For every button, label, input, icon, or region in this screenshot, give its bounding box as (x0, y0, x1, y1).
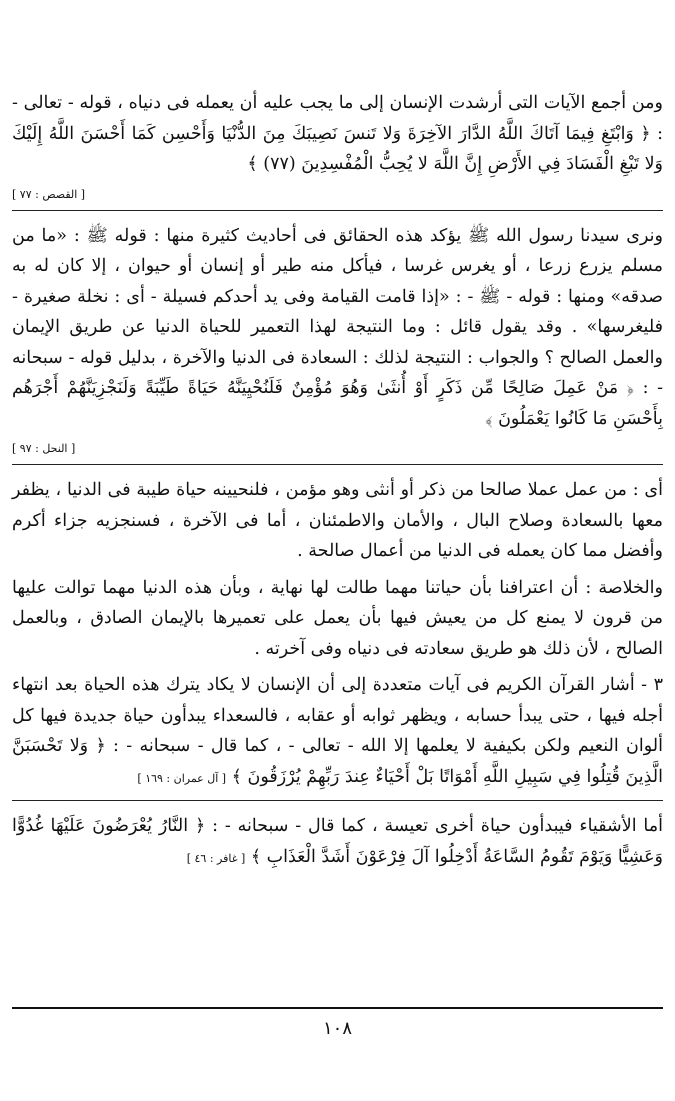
paragraph-hadith: ونرى سيدنا رسول الله ﷺ يؤكد هذه الحقائق فى أحاديث كثيرة منها : قوله ﷺ : «ما من مسلم يزرع زرعا ، أو يغرس غرسا ، فيأكل منه طير أو إنسان أو حيوان ، إلا كان له به صدقه» ومنها : قوله - ﷺ - : «إذا قامت القيامة وفى يد أحدكم فسيلة - أى : نخلة صغيرة - فليغرسها» . وقد يقول قائل : وما النتيجة لهذا التعمير للحياة الدنيا عن طريق الإيمان والعمل الصالح ؟ والجواب : النتيجة لذلك : السعادة فى الدنيا والآخرة ، بدليل قوله - سبحانه - : ﴿ مَنْ عَمِلَ صَالِحًا مِّن ذَكَرٍ أَوْ أُنثَىٰ وَهُوَ مُؤْمِنٌ فَلَنُحْيِيَنَّهُ حَيَاةً طَيِّبَةً وَلَنَجْزِيَنَّهُمْ أَجْرَهُم بِأَحْسَنِ مَا كَانُوا يَعْمَلُونَ ﴾ (12, 225, 663, 429)
separator (12, 210, 663, 211)
paragraph-wretched-text: أما الأشقياء فيبدأون حياة أخرى تعيسة ، كما قال - سبحانه - : ﴿ النَّارُ يُعْرَضُونَ عَلَيْهَا غُدُوًّا وَعَشِيًّا وَيَوْمَ تَقُومُ السَّاعَةُ أَدْخِلُوا آلَ فِرْعَوْنَ أَشَدَّ الْعَذَابِ ﴾ (12, 816, 663, 867)
separator (12, 464, 663, 465)
verse-reference-ghafir: [ غافر : ٤٦ ] (186, 851, 246, 865)
verse-reference-qasas: [ القصص : ٧٧ ] (12, 187, 86, 201)
verse-reference-al-imran: [ آل عمران : ١٦٩ ] (137, 771, 227, 785)
page-number: ١٠٨ (322, 1018, 352, 1039)
separator (12, 800, 663, 801)
paragraph-conclusion: والخلاصة : أن اعترافنا بأن حياتنا مهما طالت لها نهاية ، وبأن هذه الدنيا مهما توالت عليها من قرون لا يمنع كل من يعيش فيها بأن يعمل على تعميرها بالإيمان الصادق ، وبالعمل الصالح ، لأن ذلك هو طريق سعادته فى دنياه وفى آخرته . (12, 577, 663, 659)
paragraph-explanation: أى : من عمل عملا صالحا من ذكر أو أنثى وهو مؤمن ، فلنحيينه حياة طيبة فى الدنيا ، يظفر معها بالسعادة وصلاح البال ، والأمان والاطمئنان ، أما فى الآخرة ، فسنجزيه جزاء أكرم وأفضل مما كان يعمله فى الدنيا من أعمال صالحة . (12, 480, 663, 561)
footer-rule (12, 1007, 663, 1009)
paragraph-wretched (12, 811, 663, 874)
paragraph-point-three (12, 670, 663, 794)
verse-reference-nahl: [ النحل : ٩٧ ] (12, 442, 76, 455)
page-body (12, 88, 663, 880)
paragraph-verses-intro: ومن أجمع الآيات التى أرشدت الإنسان إلى ما يجب عليه أن يعمله فى دنياه ، قوله - تعالى - : ﴿ وَابْتَغِ فِيمَا آتَاكَ اللَّهُ الدَّارَ الآخِرَةَ وَلا تَنسَ نَصِيبَكَ مِنَ الدُّنْيَا وَأَحْسِن كَمَا أَحْسَنَ اللَّهُ إِلَيْكَ وَلا تَبْغِ الْفَسَادَ فِي الأَرْضِ إِنَّ اللَّهَ لا يُحِبُّ الْمُفْسِدِينَ (٧٧) ﴾ (12, 93, 663, 174)
paragraph-point-three-text: ٣ - أشار القرآن الكريم فى آيات متعددة إلى أن الإنسان لا يكاد يترك هذه الحياة بعد انتهاء أجله فيها ، حتى يبدأ حسابه ، ويظهر ثوابه أو عقابه ، فالسعداء يبدأون حياة جديدة فيها كل ألوان النعيم ولكن بكيفية لا يعلمها إلا الله - تعالى - ، كما قال - سبحانه - : ﴿ وَلا تَحْسَبَنَّ الَّذِينَ قُتِلُوا فِي سَبِيلِ اللَّهِ أَمْوَاتًا بَلْ أَحْيَاءٌ عِندَ رَبِّهِمْ يُرْزَقُونَ ﴾ (12, 675, 663, 787)
